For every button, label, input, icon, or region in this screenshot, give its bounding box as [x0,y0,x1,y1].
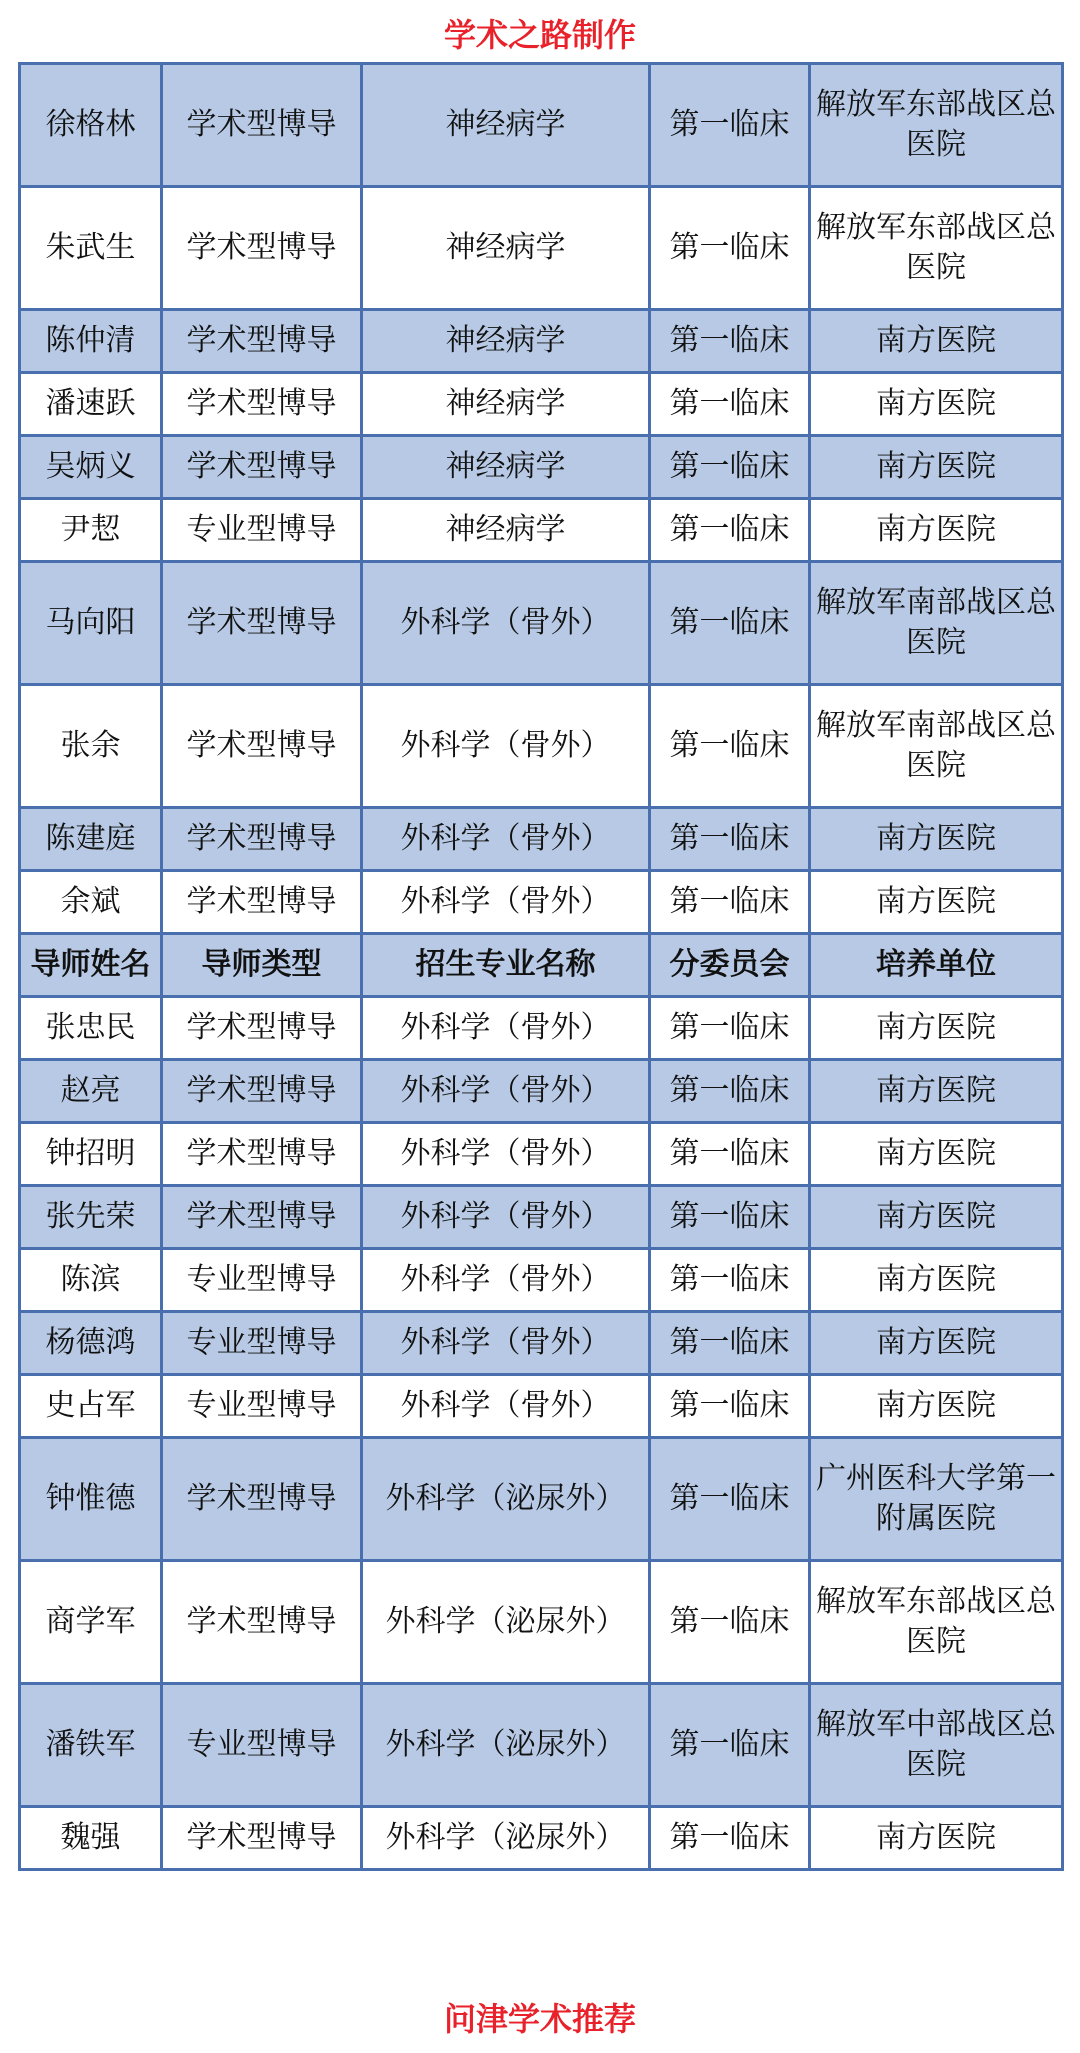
table-row [20,1561,1063,1684]
cell-committee: 第一临床 [650,1123,810,1186]
cell-name: 朱武生 [20,187,162,310]
cell-type: 学术型博导 [162,436,362,499]
cell-committee: 第一临床 [650,64,810,187]
cell-unit: 解放军中部战区总医院 [810,1684,1063,1807]
cell-major: 外科学（骨外） [362,562,650,685]
cell-name: 余斌 [20,871,162,934]
cell-name: 赵亮 [20,1060,162,1123]
cell-name: 尹恝 [20,499,162,562]
cell-type: 学术型博导 [162,64,362,187]
cell-type: 学术型博导 [162,1060,362,1123]
cell-type: 学术型博导 [162,871,362,934]
cell-name: 杨德鸿 [20,1312,162,1375]
cell-name: 徐格林 [20,64,162,187]
cell-unit: 南方医院 [810,436,1063,499]
cell-type: 学术型博导 [162,1186,362,1249]
cell-unit: 南方医院 [810,310,1063,373]
cell-unit: 南方医院 [810,499,1063,562]
cell-major: 神经病学 [362,499,650,562]
cell-committee: 第一临床 [650,1060,810,1123]
cell-type: 学术型博导 [162,187,362,310]
cell-unit: 解放军东部战区总医院 [810,64,1063,187]
cell-name: 潘铁军 [20,1684,162,1807]
cell-unit: 南方医院 [810,1060,1063,1123]
cell-type: 学术型博导 [162,997,362,1060]
table-row [20,562,1063,685]
cell-committee: 第一临床 [650,562,810,685]
cell-committee: 第一临床 [650,1438,810,1561]
cell-type: 学术型博导 [162,1123,362,1186]
cell-type: 学术型博导 [162,310,362,373]
table-row [20,310,1063,373]
cell-type: 专业型博导 [162,1249,362,1312]
cell-name: 潘速跃 [20,373,162,436]
cell-type: 专业型博导 [162,1684,362,1807]
cell-major: 外科学（骨外） [362,1249,650,1312]
cell-unit: 解放军东部战区总医院 [810,1561,1063,1684]
cell-committee: 第一临床 [650,1249,810,1312]
cell-major: 外科学（泌尿外） [362,1684,650,1807]
cell-unit: 南方医院 [810,1249,1063,1312]
cell-unit: 南方医院 [810,871,1063,934]
cell-major: 外科学（骨外） [362,1375,650,1438]
cell-committee: 第一临床 [650,1807,810,1870]
table-row [20,871,1063,934]
cell-unit: 南方医院 [810,808,1063,871]
cell-type: 学术型博导 [162,562,362,685]
cell-unit: 南方医院 [810,1186,1063,1249]
cell-major: 神经病学 [362,310,650,373]
cell-type: 学术型博导 [162,1438,362,1561]
cell-committee: 第一临床 [650,808,810,871]
table-row [20,1438,1063,1561]
table-row [20,685,1063,808]
table-row [20,1123,1063,1186]
table-header-row [20,934,1063,997]
cell-committee: 第一临床 [650,685,810,808]
cell-name: 张先荣 [20,1186,162,1249]
cell-committee: 第一临床 [650,187,810,310]
cell-unit: 解放军南部战区总医院 [810,562,1063,685]
cell-name: 马向阳 [20,562,162,685]
table-row [20,499,1063,562]
cell-type: 学术型博导 [162,1807,362,1870]
column-header: 导师姓名 [20,934,162,997]
cell-major: 外科学（骨外） [362,1312,650,1375]
table-row [20,808,1063,871]
cell-committee: 第一临床 [650,1186,810,1249]
column-header: 分委员会 [650,934,810,997]
cell-name: 张余 [20,685,162,808]
table-row [20,1249,1063,1312]
cell-committee: 第一临床 [650,871,810,934]
cell-committee: 第一临床 [650,1684,810,1807]
cell-committee: 第一临床 [650,1561,810,1684]
cell-committee: 第一临床 [650,499,810,562]
cell-major: 外科学（泌尿外） [362,1807,650,1870]
cell-unit: 解放军南部战区总医院 [810,685,1063,808]
cell-major: 外科学（骨外） [362,997,650,1060]
cell-major: 神经病学 [362,373,650,436]
table-row [20,187,1063,310]
supervisor-table [18,62,1064,1871]
cell-name: 陈滨 [20,1249,162,1312]
cell-name: 钟招明 [20,1123,162,1186]
column-header: 招生专业名称 [362,934,650,997]
cell-major: 外科学（骨外） [362,1186,650,1249]
cell-unit: 南方医院 [810,373,1063,436]
table-row [20,1684,1063,1807]
cell-name: 商学军 [20,1561,162,1684]
table-row [20,1312,1063,1375]
table-row [20,64,1063,187]
column-header: 培养单位 [810,934,1063,997]
table-row [20,1807,1063,1870]
cell-type: 学术型博导 [162,373,362,436]
cell-unit: 南方医院 [810,1123,1063,1186]
column-header: 导师类型 [162,934,362,997]
header-title: 学术之路制作 [443,16,636,54]
cell-major: 神经病学 [362,64,650,187]
cell-committee: 第一临床 [650,1375,810,1438]
cell-name: 魏强 [20,1807,162,1870]
cell-name: 陈仲清 [20,310,162,373]
cell-unit: 南方医院 [810,1807,1063,1870]
cell-unit: 广州医科大学第一附属医院 [810,1438,1063,1561]
cell-type: 学术型博导 [162,808,362,871]
table-row [20,1060,1063,1123]
cell-committee: 第一临床 [650,436,810,499]
cell-major: 外科学（骨外） [362,1123,650,1186]
cell-committee: 第一临床 [650,997,810,1060]
cell-major: 神经病学 [362,436,650,499]
cell-name: 张忠民 [20,997,162,1060]
cell-committee: 第一临床 [650,373,810,436]
footer-title: 问津学术推荐 [443,2000,636,2038]
cell-name: 吴炳义 [20,436,162,499]
table-row [20,373,1063,436]
cell-type: 学术型博导 [162,1561,362,1684]
cell-type: 学术型博导 [162,685,362,808]
cell-type: 专业型博导 [162,1312,362,1375]
cell-major: 外科学（泌尿外） [362,1561,650,1684]
cell-committee: 第一临床 [650,310,810,373]
cell-type: 专业型博导 [162,499,362,562]
cell-unit: 南方医院 [810,1312,1063,1375]
cell-name: 钟惟德 [20,1438,162,1561]
table-row [20,1375,1063,1438]
cell-unit: 南方医院 [810,997,1063,1060]
cell-unit: 南方医院 [810,1375,1063,1438]
cell-major: 神经病学 [362,187,650,310]
cell-committee: 第一临床 [650,1312,810,1375]
cell-major: 外科学（骨外） [362,808,650,871]
cell-major: 外科学（骨外） [362,685,650,808]
cell-name: 史占军 [20,1375,162,1438]
cell-type: 专业型博导 [162,1375,362,1438]
table-row [20,1186,1063,1249]
cell-major: 外科学（骨外） [362,1060,650,1123]
cell-name: 陈建庭 [20,808,162,871]
cell-major: 外科学（泌尿外） [362,1438,650,1561]
cell-unit: 解放军东部战区总医院 [810,187,1063,310]
table-row [20,436,1063,499]
table-row [20,997,1063,1060]
cell-major: 外科学（骨外） [362,871,650,934]
